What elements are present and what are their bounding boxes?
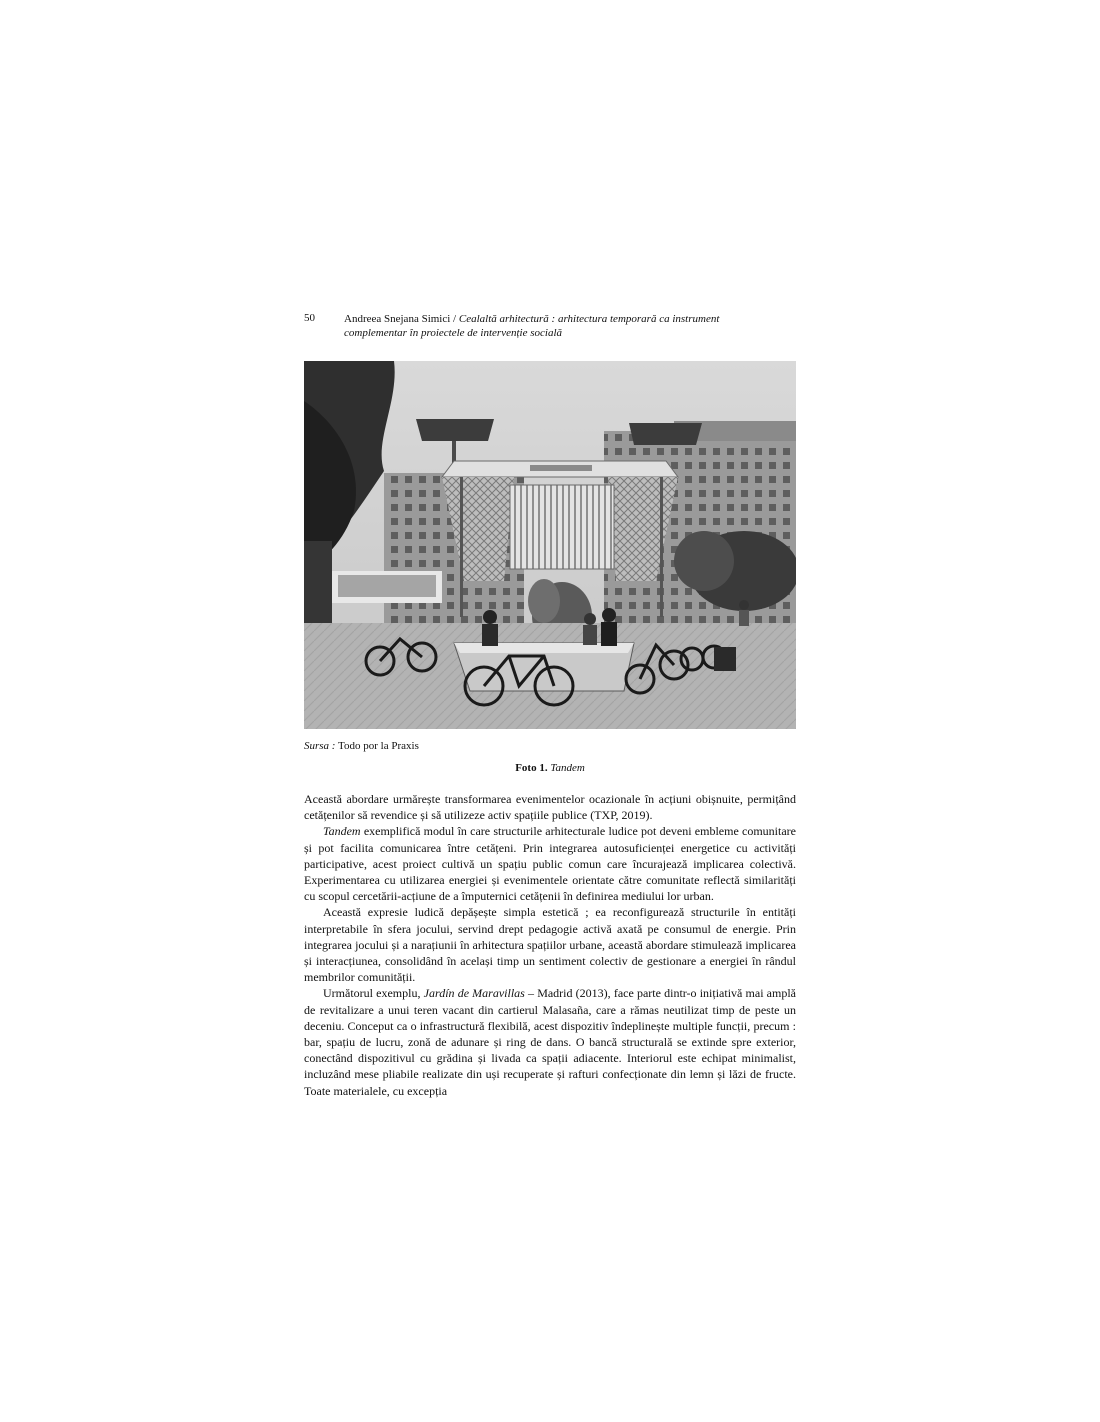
paragraph-4-after: – Madrid (2013), face parte dintr-o inițiativă mai amplă de revitalizare a unui teren vacant din cartierul Malasaña, care a rămas neutilizat timp de peste un deceniu. Conceput ca o infrastructură flexibilă, acest dispozitiv îndeplinește multiple funcții, precum : bar, spațiu de lucru, zonă de adunare și ring de dans. O bancă structurală se extinde spre exterior, conectând dispozitivul cu grădina și livada ca spații adiacente. Interiorul este echipat minimalist, incluzând mese pliabile realizate din uși recuperate și rafturi confecționate din lemn și lăzi de fructe. Toate materialele, cu excepția: [304, 986, 797, 1098]
figure-source: [304, 740, 419, 752]
figure-caption: [304, 762, 796, 774]
source-text: Todo por la Praxis: [338, 740, 419, 752]
header-title-line2: complementar în proiectele de intervenție socială: [344, 327, 562, 339]
body-text: [304, 791, 796, 1099]
running-header: [344, 312, 784, 340]
paragraph-4-italic: Jardín de Maravillas: [423, 986, 525, 1001]
paragraph-2: [304, 823, 796, 904]
paragraph-2-text: exemplifică modul în care structurile arhitecturale ludice pot deveni embleme comunitare și pot facilita comunicarea între cetățeni. Prin integrarea autosuficienței energetice cu activități participative, acest proiect cultivă un spațiu public comun care încurajează implicarea colectivă. Experimentarea cu utilizarea energiei și evenimentele orientate către comunitate reflectă similarități cu scopul cercetării-acțiune de a împuternici cetățenii în definirea mediului lor urban.: [304, 824, 796, 904]
tandem-photo: [304, 361, 796, 729]
paragraph-4-before: Următorul exemplu,: [323, 986, 424, 1001]
paragraph-4: [304, 985, 796, 1098]
source-label: Sursa :: [304, 740, 336, 752]
caption-number: Foto 1.: [515, 762, 548, 774]
paragraph-1-text: Această abordare urmărește transformarea evenimentelor ocazionale în acțiuni obișnuite, permițând cetățenilor să revendice și să utilizeze activ spațiile publice (TXP, 2019).: [304, 792, 796, 823]
caption-title: Tandem: [550, 762, 585, 774]
paragraph-1: [304, 791, 796, 823]
paragraph-3-text: Această expresie ludică depășește simpla estetică ; ea reconfigurează structurile în entități interpretabile în sfera jocului, servind drept pedagogie activă axată pe consumul de energie. Prin integrarea jocului și a narațiunii în arhitectura spațiilor urbane, această abordare stimulează implicarea și interacțiunea, consolidând în același timp un sentiment colectiv de gestionare a energiei în rândul membrilor comunității.: [304, 905, 796, 985]
paragraph-3: [304, 904, 796, 985]
paragraph-2-lead: Tandem: [323, 824, 361, 839]
header-title-line1: Cealaltă arhitectură : arhitectura temporară ca instrument: [458, 313, 720, 325]
page-number: 50: [304, 312, 315, 324]
header-author: Andreea Snejana Simici /: [344, 313, 457, 325]
